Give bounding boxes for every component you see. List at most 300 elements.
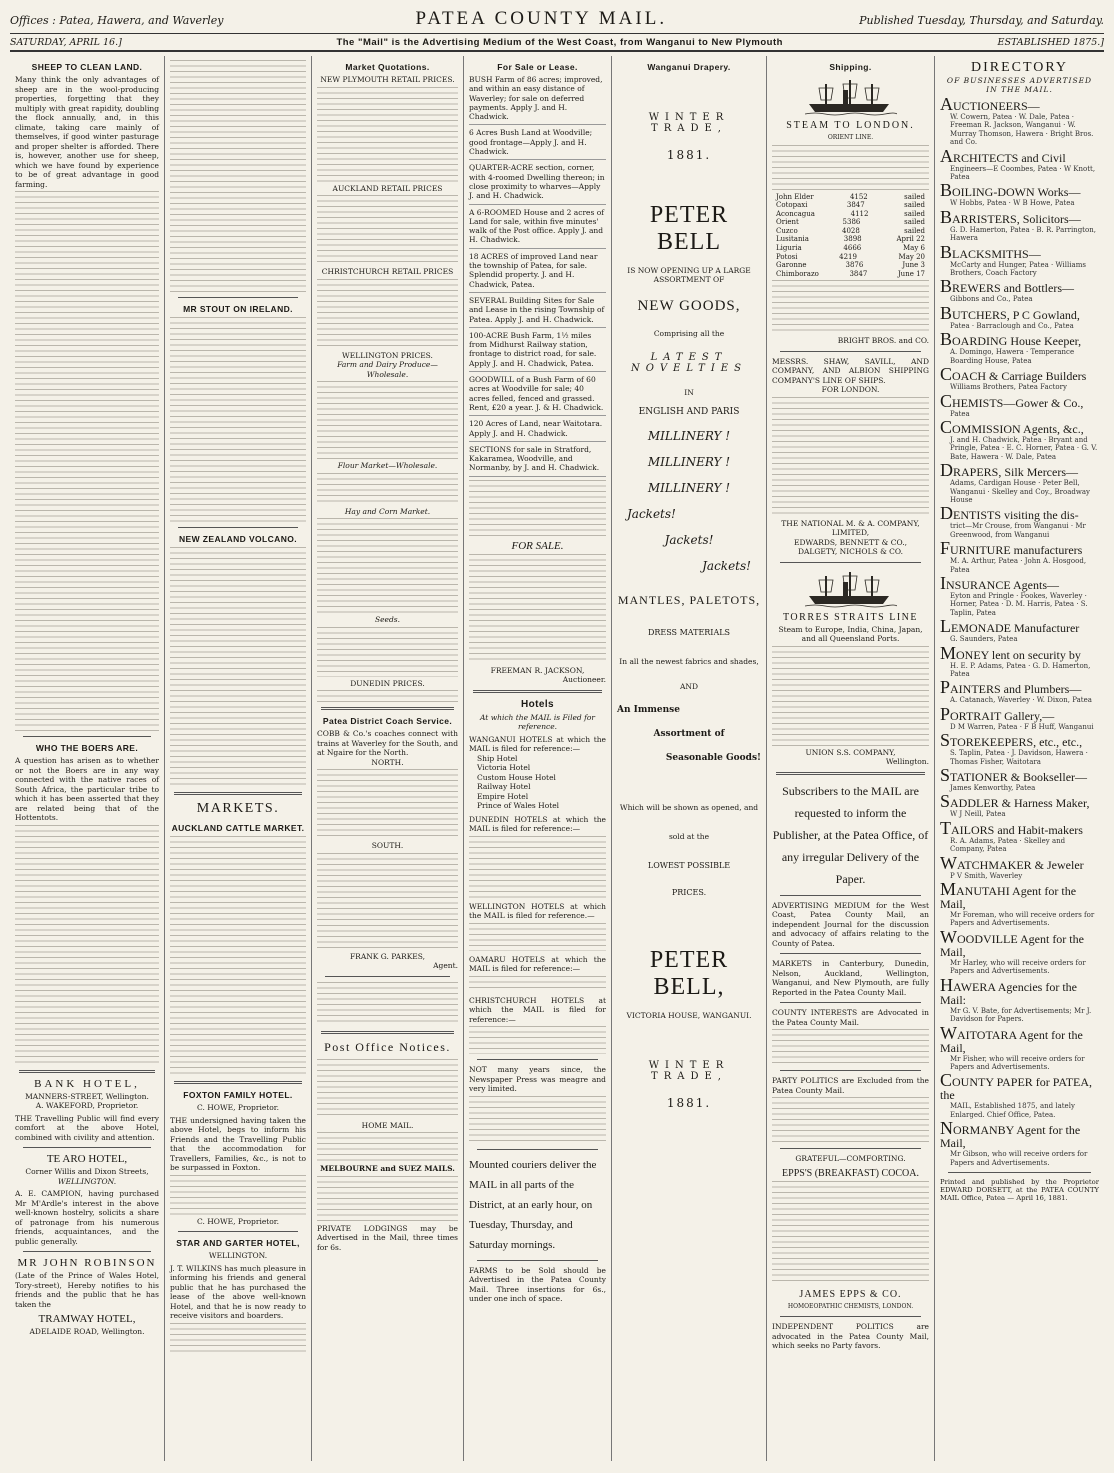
dunedin-hotels-list (469, 836, 606, 898)
directory-entry (940, 1022, 1099, 1072)
column-5-drapery (612, 56, 767, 1461)
sale-ad: A 6-ROOMED House and 2 acres of Land for sale, within five minutes' walk of the Post office. Apply J. and H. Chadwick. (469, 208, 606, 249)
night-coach-notice (317, 925, 458, 950)
county-interests-notice: COUNTY INTERESTS are Advocated in the Patea County Mail. (772, 1008, 929, 1027)
directory-category: DRAPERS, Silk Mercers— (940, 460, 1079, 481)
te-aro-city: WELLINGTON. (57, 1176, 117, 1186)
directory-category: INSURANCE Agents— (940, 572, 1060, 593)
sale-ad: SECTIONS for sale in Stratford, Kakaramea, Woodville, and Normanby, by J. and H. Chadwick. (469, 445, 606, 477)
headline-wanganui-drapery: Wanganui Drapery. (647, 62, 731, 72)
sheep-lead: Many think the only advantages of sheep are in the wool-producing properties, forgetting that they multiply with great rapidity, doubling the flock annually, and, in this climate, taking care mainly of themselves, if good winter pasturage and proper shelter is afforded. There is, however, another use for sheep, which we have found by experience to be of great advantage in good farming. (15, 75, 159, 189)
directory-category: DENTISTS visiting the dis- (940, 503, 1079, 524)
trade-year: 1881. (666, 148, 712, 162)
subhead-bar (10, 34, 1104, 52)
county-interests-body (772, 1029, 929, 1065)
directory-entry (940, 364, 1099, 392)
directory-names: W. Cowern, Patea · W. Dale, Patea · Freeman R. Jackson, Wanganui · W. Murray Thomson, Hawera · Bright Bros. and Co. (950, 113, 1094, 147)
directory-category: CHEMISTS—Gower & Co., (940, 390, 1084, 411)
divider (321, 707, 454, 710)
auctioneer-role: Auctioneer. (562, 675, 606, 685)
auckland-prices-title: AUCKLAND RETAIL PRICES (332, 183, 443, 193)
directory-names: M. A. Arthur, Patea · John A. Hosgood, Patea (950, 557, 1087, 574)
directory-category: BLACKSMITHS— (940, 241, 1041, 262)
coach-north: NORTH. (371, 757, 404, 767)
divider (174, 792, 302, 795)
ship-status: sailed (904, 201, 925, 210)
ship-status: sailed (904, 226, 925, 235)
issue-date: SATURDAY, APRIL 16.] (10, 36, 122, 48)
directory-entry (940, 538, 1099, 574)
divider (473, 690, 602, 693)
ship-name: John Elder (776, 192, 814, 201)
directory-names: D M Warren, Patea · F B Huff, Wanganui (950, 722, 1094, 731)
directory-names: G. Saunders, Patea (950, 635, 1018, 644)
tramway-hotel-title: TRAMWAY HOTEL, (38, 1313, 136, 1325)
millinery-3: MILLINERY ! (647, 481, 731, 495)
wanganui-hotel: Prince of Wales Hotel (477, 801, 560, 811)
ship-row (772, 227, 929, 236)
suez-mails-title: MELBOURNE and SUEZ MAILS. (320, 1164, 455, 1173)
new-goods: NEW GOODS, (637, 298, 741, 314)
millinery-1: MILLINERY ! (647, 429, 731, 443)
wanganui-hotel: Custom House Hotel (477, 772, 556, 782)
directory-category: SADDLER & Harness Maker, (940, 791, 1090, 812)
ship-name: Chimborazo (776, 269, 819, 278)
directory-entry (940, 642, 1099, 679)
headline-post-office: Post Office Notices. (324, 1039, 451, 1054)
winter-trade: WINTER TRADE, (648, 112, 730, 134)
directory-category: COMMISSION Agents, &c., (940, 416, 1084, 437)
subscribers-notice: Subscribers to the MAIL are requested to inform the Publisher, at the Patea Office, of any irregular Delivery of the Paper. (772, 783, 929, 886)
printer-imprint: Printed and published by the Proprietor EDWARD DORSETT, at the PATEA COUNTY MAIL Office, Patea — April 16, 1881. (940, 1177, 1099, 1202)
directory-entry (940, 852, 1099, 880)
dunedin-hotels-heading: DUNEDIN HOTELS at which the MAIL is filed for reference:— (469, 814, 606, 834)
private-lodgings-ad: PRIVATE LODGINGS may be Advertised in the Mail, three times for 6s. (317, 1223, 458, 1252)
directory-category: BREWERS and Bottlers— (940, 276, 1075, 297)
steamship-icon (805, 568, 897, 608)
torres-straits-line: TORRES STRAITS LINE (783, 611, 918, 623)
farm-dairy-table (317, 381, 458, 459)
divider (780, 351, 921, 352)
sale-ads-more (469, 480, 606, 536)
ship-status: April 22 (896, 235, 925, 244)
shaw-savill-title: MESSRS. SHAW, SAVILL, AND COMPANY, AND ALBION SHIPPING COMPANY'S LINE OF SHIPS. (772, 356, 929, 385)
directory-names: Mr Fisher, who will receive orders for Papers and Advertisements. (950, 1054, 1085, 1071)
directory-subtitle: OF BUSINESSES ADVERTISED IN THE MAIL. (946, 76, 1093, 94)
column-3 (312, 56, 464, 1461)
directory-entry (940, 503, 1099, 539)
wellington-hotels-list (469, 923, 606, 951)
christchurch-price-table (317, 279, 458, 349)
directory-entry (940, 416, 1099, 461)
headline-for-sale: For Sale or Lease. (497, 62, 578, 72)
newspaper-title: PATEA COUNTY MAIL. (415, 8, 668, 29)
stout-article-body (170, 317, 306, 522)
directory-category: HAWERA Agencies for the Mail: (940, 974, 1078, 1007)
english-paris: ENGLISH AND PARIS (638, 407, 740, 417)
home-mail-body (317, 1132, 458, 1162)
foxton-hotel-title: FOXTON FAMILY HOTEL. (183, 1090, 293, 1100)
torres-intro: Steam to Europe, India, China, Japan, and all Queensland Ports. (778, 624, 923, 644)
trade-year-2: 1881. (666, 1096, 712, 1110)
sale-ad: 100-ACRE Bush Farm, 1½ miles from Midhurst Railway station, frontage to district road, for sale. Apply J. and H. Chadwick, Patea. (469, 331, 606, 372)
steamship-icon (805, 76, 897, 116)
directory-category: STATIONER & Bookseller— (940, 765, 1088, 786)
boers-lead: A question has arisen as to whether or not the Boers are in any way connected with the native races of South Africa, the particular tribe to which it has been asserted that they are related being that of the Hottentots. (15, 756, 159, 822)
directory-entry (940, 94, 1099, 147)
assortment-of: Assortment of (653, 729, 725, 739)
sale-ad: 18 ACRES of improved Land near the township of Patea, for sale. Splendid property. J. and H. Chadwick, Patea. (469, 252, 606, 293)
couriers-notice: Mounted couriers deliver the MAIL in all parts of the District, at an early hour, on Tuesday, Thursday, and Saturday mornings. (469, 1158, 597, 1251)
directory-category: COUNTY PAPER for PATEA, the (940, 1070, 1093, 1103)
farm-dairy-title: Farm and Dairy Produce—Wholesale. (337, 360, 438, 379)
ship-name: Orient (776, 218, 799, 227)
immense: An Immense (617, 705, 680, 715)
orphanage-article-body (170, 60, 306, 292)
directory-entry (940, 302, 1099, 330)
sale-ad: QUARTER-ACRE section, corner, with 4-roomed Dwelling thereon; in close proximity to wharves—Apply J. and H. Chadwick. (469, 163, 606, 204)
dalgety-nichols: DALGETY, NICHOLS & CO. (798, 547, 903, 557)
te-aro-text: A. E. CAMPION, having purchased Mr M'Ardle's interest in the above well-known hostelry, solicits a share of patronage from his numerous friends, acquaintances, and the public generally. (15, 1189, 159, 1246)
foxton-hotel-signature: C. HOWE, Proprietor. (197, 1216, 279, 1226)
hotels-subtitle: At which the MAIL is Filed for reference. (480, 712, 595, 732)
bank-hotel-text: THE Travelling Public will find every comfort at the above Hotel, combined with civility and attention. (15, 1113, 159, 1142)
coach-north-timetable (317, 769, 458, 839)
ship-tons: 5386 (842, 218, 861, 227)
epps-cocoa-body (772, 1181, 929, 1285)
dunedin-prices-title: DUNEDIN PRICES. (350, 678, 425, 688)
flour-market-table (317, 473, 458, 505)
millinery-2: MILLINERY ! (647, 455, 731, 469)
ship-tons: 3847 (846, 201, 865, 210)
winter-trade-2: WINTER TRADE, (648, 1060, 730, 1082)
ship-row (772, 210, 929, 219)
star-garter-title: STAR AND GARTER HOTEL, (176, 1238, 300, 1248)
divider (325, 976, 450, 977)
orient-line-details (772, 280, 929, 334)
directory-category: STOREKEEPERS, etc., etc., (940, 730, 1083, 751)
directory-entry (940, 460, 1099, 504)
divider (321, 1031, 454, 1034)
jackets-3: Jackets! (702, 559, 751, 573)
party-politics-notice: PARTY POLITICS are Excluded from the Patea County Mail. (772, 1076, 929, 1095)
directory-entry (940, 616, 1099, 644)
directory-category: MONEY lent on security by (940, 642, 1081, 663)
grateful-comforting: GRATEFUL—COMFORTING. (795, 1154, 906, 1164)
headline-boers: WHO THE BOERS ARE. (35, 743, 139, 753)
directory-category: AUCTIONEERS— (940, 94, 1040, 114)
headline-markets: MARKETS. (196, 801, 280, 816)
ship-row (772, 218, 929, 227)
wanganui-hotels-heading: WANGANUI HOTELS at which the MAIL is filed for reference:— (469, 734, 606, 754)
wanganui-hotel: Empire Hotel (477, 791, 529, 801)
orient-line-intro (772, 145, 929, 191)
wanganui-hotel: Ship Hotel (477, 753, 518, 763)
christchurch-hotels-heading: CHRISTCHURCH HOTELS at which the MAIL is filed for reference:— (469, 995, 606, 1024)
wanganui-hotel: Railway Hotel (477, 782, 531, 792)
directory-entry (940, 765, 1099, 793)
sheep-article-body (15, 191, 159, 731)
ship-tons: 4219 (839, 252, 857, 261)
national-ma-company: THE NATIONAL M. & A. COMPANY, LIMITED, (781, 518, 920, 538)
directory-category: MANUTAHI Agent for the Mail, (940, 879, 1077, 912)
directory-entry (940, 206, 1099, 243)
tramway-hotel-address: ADELAIDE ROAD, Wellington. (29, 1327, 145, 1336)
foxton-hotel-body (170, 1175, 306, 1215)
directory-entry (940, 276, 1099, 304)
foxton-hotel-text: THE undersigned having taken the above Hotel, begs to inform his Friends and the Travelling Public that the accommodation for Travellers, Families, &c., is not to be surpassed in Foxton. (170, 1115, 306, 1172)
ship-status: sailed (904, 209, 925, 218)
directory-names: Patea (950, 409, 970, 418)
for-london: FOR LONDON. (821, 385, 880, 395)
divider (780, 562, 921, 563)
ship-name: Aconcagua (776, 209, 815, 218)
ship-row (772, 270, 929, 279)
ship-status: June 3 (902, 261, 925, 270)
newspaper-press-body (469, 1096, 606, 1144)
in-line: IN (684, 388, 694, 397)
directory-entry (940, 879, 1099, 928)
dunedin-prices-body (317, 690, 458, 702)
divider (23, 736, 151, 737)
boers-article-body (15, 825, 159, 1065)
directory-entry (940, 241, 1099, 278)
directory-names: McCarty and Hunger, Patea · Williams Brothers, Coach Factory (950, 260, 1086, 278)
divider (780, 1148, 921, 1149)
oamaru-hotels-heading: OAMARU HOTELS at which the MAIL is filed for reference:— (469, 954, 606, 974)
opening-line: IS NOW OPENING UP A LARGE ASSORTMENT OF (627, 266, 751, 284)
coach-south-timetable (317, 853, 458, 923)
directory-entry (940, 926, 1099, 976)
directory-names: Eyton and Pringle · Fookes, Waverley · Horner, Patea · D. M. Harris, Patea · S. Taplin, Patea (950, 591, 1088, 617)
headline-hotels: Hotels (521, 698, 554, 710)
ship-name: Cuzco (776, 226, 798, 235)
jackets-1: Jackets! (627, 507, 676, 521)
ship-row (772, 235, 929, 244)
divider (780, 895, 921, 896)
sale-ad: 6 Acres Bush Land at Woodville; good frontage—Apply J. and H. Chadwick. (469, 128, 606, 160)
sale-ad: 120 Acres of Land, near Waitotara. Apply J. and H. Chadwick. (469, 419, 606, 442)
divider (23, 1251, 151, 1252)
directory-entry (940, 703, 1099, 731)
directory-entry (940, 572, 1099, 617)
peter-bell-name-2: PETER BELL, (649, 947, 729, 1000)
independent-politics-notice: INDEPENDENT POLITICS are advocated in the Patea County Mail, which seeks no Party favors. (772, 1322, 929, 1351)
ship-status: sailed (904, 192, 925, 201)
directory-names: A. Domingo, Hawera · Temperance Boarding House, Patea (950, 348, 1075, 365)
ship-name: Cotopaxi (776, 201, 808, 210)
column-1 (10, 56, 165, 1461)
directory-names: G. D. Hamerton, Patea · B. R. Parrington, Hawera (950, 225, 1096, 243)
divider (477, 1149, 598, 1150)
james-epps: JAMES EPPS & CO. (799, 1288, 902, 1300)
directory-names: Patea · Barraclough and Co., Patea (950, 321, 1074, 330)
christchurch-hotels-list (469, 1026, 606, 1054)
directory-names: S. Taplin, Patea · J. Davidson, Hawera · Thomas Fisher, Waitotara (950, 749, 1088, 766)
seeds-table (317, 627, 458, 677)
directory-entry (940, 180, 1099, 208)
columns (10, 56, 1104, 1461)
victoria-house: VICTORIA HOUSE, WANGANUI. (626, 1011, 752, 1020)
directory-category: WATCHMAKER & Jeweler (940, 852, 1084, 873)
divider (174, 1081, 302, 1084)
divider (19, 1070, 155, 1073)
foxton-hotel-proprietor: C. HOWE, Proprietor. (197, 1103, 279, 1112)
directory-entry (940, 390, 1099, 418)
coach-agent: Agent. (433, 961, 458, 970)
divider (178, 297, 298, 298)
seasonable-goods: Seasonable Goods! (665, 753, 761, 763)
divider (776, 772, 925, 775)
seeds-title: Seeds. (374, 615, 401, 624)
ship-status: June 17 (897, 269, 925, 278)
directory-entry (940, 329, 1099, 365)
headline-coach-service: Patea District Coach Service. (322, 716, 453, 726)
cheap-advertising-notice (317, 982, 458, 1026)
directory-category: WOODVILLE Agent for the Mail, (940, 926, 1084, 959)
column-4 (464, 56, 612, 1461)
wanganui-hotel: Victoria Hotel (477, 763, 531, 773)
headline-sheep: SHEEP TO CLEAN LAND. (31, 62, 143, 72)
column-6-shipping (767, 56, 935, 1461)
ship-status: May 6 (903, 244, 925, 253)
directory-entry (940, 1070, 1099, 1119)
headline-shipping: Shipping. (829, 62, 872, 72)
ship-name: Garonne (776, 261, 807, 270)
newspaper-press-notice: NOT many years since, the Newspaper Press was meagre and very limited. (469, 1065, 606, 1094)
lowest-possible: LOWEST POSSIBLE (647, 861, 731, 870)
peter-bell-name: PETER BELL (649, 202, 729, 255)
hay-corn-table (317, 518, 458, 613)
sale-ad: SEVERAL Building Sites for Sale and Lease in the rising Township of Patea. Apply J. and H. Chadwick. (469, 296, 606, 328)
directory-names: James Kenworthy, Patea (950, 784, 1036, 793)
directory-entry (940, 817, 1099, 854)
directory-names: W Hobbs, Patea · W B Howe, Patea (950, 199, 1075, 208)
ship-tons: 4028 (841, 226, 860, 235)
union-company: UNION S.S. COMPANY, (805, 747, 896, 757)
directory-category: NORMANBY Agent for the Mail, (940, 1118, 1081, 1151)
te-aro-address: Corner Willis and Dixon Streets, (25, 1167, 149, 1176)
ship-status: sailed (904, 218, 925, 227)
directory-names: Mr G. V. Bate, for Advertisements; Mr J. Davidson for Papers. (950, 1006, 1092, 1024)
directory-entry (940, 730, 1099, 766)
ship-status: May 20 (898, 252, 925, 261)
directory-category: LEMONADE Manufacturer (940, 616, 1080, 637)
ship-name: Liguria (776, 244, 802, 253)
ship-tons: 3876 (845, 261, 864, 270)
directory-category: BUTCHERS, P C Gowland, (940, 302, 1080, 323)
directory-category: ARCHITECTS and Civil (940, 145, 1066, 166)
divider (780, 953, 921, 954)
directory-entry (940, 791, 1099, 819)
post-office-body (317, 1059, 458, 1119)
publication-days: Published Tuesday, Thursday, and Saturday. (859, 14, 1104, 27)
divider (948, 1172, 1091, 1173)
home-mail-title: HOME MAIL. (361, 1120, 414, 1130)
te-aro-title: TE ARO HOTEL, (46, 1153, 128, 1165)
headline-auckland-cattle: AUCKLAND CATTLE MARKET. (171, 823, 305, 833)
advertising-medium-notice: ADVERTISING MEDIUM for the West Coast, Patea County Mail, an independent Journal for the discussion and advocacy of affairs relating to the County of Patea. (772, 900, 929, 948)
shaw-savill-body (772, 397, 929, 517)
divider (780, 1002, 921, 1003)
coach-south: SOUTH. (371, 841, 404, 850)
headline-stout-ireland: MR STOUT ON IRELAND. (183, 304, 293, 314)
directory-names: A. Catanach, Waverley · W. Dixon, Patea (950, 696, 1092, 705)
directory-names: Williams Brothers, Patea Factory (950, 383, 1067, 392)
sale-ad: BUSH Farm of 86 acres; improved, and within an easy distance of Waverley; for sale on deferred payments. Apply J. and H. Chadwick. (469, 75, 606, 125)
star-garter-body (170, 1323, 306, 1353)
directory-names: Mr Harley, who will receive orders for Papers and Advertisements. (950, 958, 1086, 976)
and-line: AND (680, 682, 698, 691)
directory-names: trict—Mr Crouse, from Wanganui · Mr Greenwood, from Wanganui (950, 522, 1086, 539)
directory-entry (940, 677, 1099, 705)
farms-notice: FARMS to be Sold should be Advertised in the Patea County Mail. Three insertions for 6s., under one inch of space. (469, 1265, 606, 1304)
bank-hotel-proprietor: A. WAKEFORD, Proprietor. (35, 1101, 139, 1110)
ship-tons: 4666 (843, 244, 862, 253)
bank-hotel-title: BANK HOTEL, (34, 1077, 140, 1090)
divider (780, 1316, 921, 1317)
ship-row (772, 253, 929, 262)
sale-ad: GOODWILL of a Bush Farm of 60 acres at Woodville for sale; 40 acres felled, fenced and grassed. Rent, £20 a year. J. & H. Chadwick. (469, 375, 606, 416)
offices-line: Offices : Patea, Hawera, and Waverley (10, 14, 224, 27)
directory-names: Mr Gibson, who will receive orders for Papers and Advertisements. (950, 1150, 1088, 1167)
hay-corn-title: Hay and Corn Market. (344, 506, 431, 516)
directory-names: H. E. P. Adams, Patea · G. D. Hamerton, Patea (950, 661, 1091, 678)
flour-market-title: Flour Market—Wholesale. (337, 461, 438, 470)
directory-category: BOARDING House Keeper, (940, 329, 1082, 350)
headline-volcano: NEW ZEALAND VOLCANO. (178, 534, 298, 544)
robinson-title: MR JOHN ROBINSON (17, 1257, 157, 1269)
ship-name: Potosi (776, 252, 798, 261)
latest-novelties: LATEST NOVELTIES (631, 352, 747, 374)
directory-names: MAIL, Established 1875, and lately Enlarged. Chief Office, Patea. (950, 1102, 1075, 1119)
union-city: Wellington. (885, 757, 929, 767)
new-plymouth-price-table (317, 87, 458, 182)
epps-cocoa: EPPS'S (BREAKFAST) COCOA. (782, 1167, 919, 1179)
directory-category: PORTRAIT Gallery,— (940, 703, 1055, 724)
oamaru-hotels-list (469, 976, 606, 992)
directory-category: PAINTERS and Plumbers— (940, 677, 1082, 698)
divider (178, 1231, 298, 1232)
directory-entry (940, 974, 1099, 1024)
bank-hotel-address: MANNERS-STREET, Wellington. (25, 1091, 149, 1101)
homoeopathic-chemists: HOMOEOPATHIC CHEMISTS, LONDON. (787, 1302, 914, 1310)
wellington-hotels-heading: WELLINGTON HOTELS at which the MAIL is filed for reference.— (469, 901, 606, 921)
edwards-bennett: EDWARDS, BENNETT & CO., (794, 537, 907, 547)
for-sale-body (469, 554, 606, 664)
established: ESTABLISHED 1875.] (997, 36, 1104, 48)
star-garter-city: WELLINGTON. (208, 1251, 268, 1260)
sold-at: sold at the (668, 832, 710, 841)
cattle-market-body (170, 836, 306, 1076)
divider (477, 1059, 598, 1060)
directory-category: TAILORS and Habit-makers (940, 817, 1083, 838)
slogan: The "Mail" is the Advertising Medium of the West Coast, from Wanganui to New Plymouth (336, 36, 783, 48)
ship-name: Lusitania (776, 235, 809, 244)
ship-tons: 4152 (849, 192, 868, 201)
ship-row (772, 244, 929, 253)
coach-intro: COBB & Co.'s coaches connect with trains at Waverley for the South, and at Ngaire for the North. (317, 729, 458, 757)
bright-bros-signature: BRIGHT BROS. and CO. (837, 336, 929, 346)
new-plymouth-prices-title: NEW PLYMOUTH RETAIL PRICES. (320, 75, 455, 84)
star-garter-text: J. T. WILKINS has much pleasure in informing his friends and general public that he has purchased the lease of the above well-known Hotel, and that he is now ready to receive visitors and boarders. (170, 1263, 306, 1320)
markets-notice: MARKETS in Canterbury, Dunedin, Nelson, Auckland, Wellington, Wanganui, and New Plymouth, are fully Reported in the Patea County Mail. (772, 959, 929, 997)
masthead (10, 8, 1104, 34)
divider (780, 1070, 921, 1071)
directory-category: BOILING-DOWN Works— (940, 180, 1081, 201)
directory-names: Adams, Cardigan House · Peter Bell, Wanganui · Skelley and Coy., Broadway House (950, 479, 1090, 504)
orient-line: ORIENT LINE. (827, 134, 874, 141)
